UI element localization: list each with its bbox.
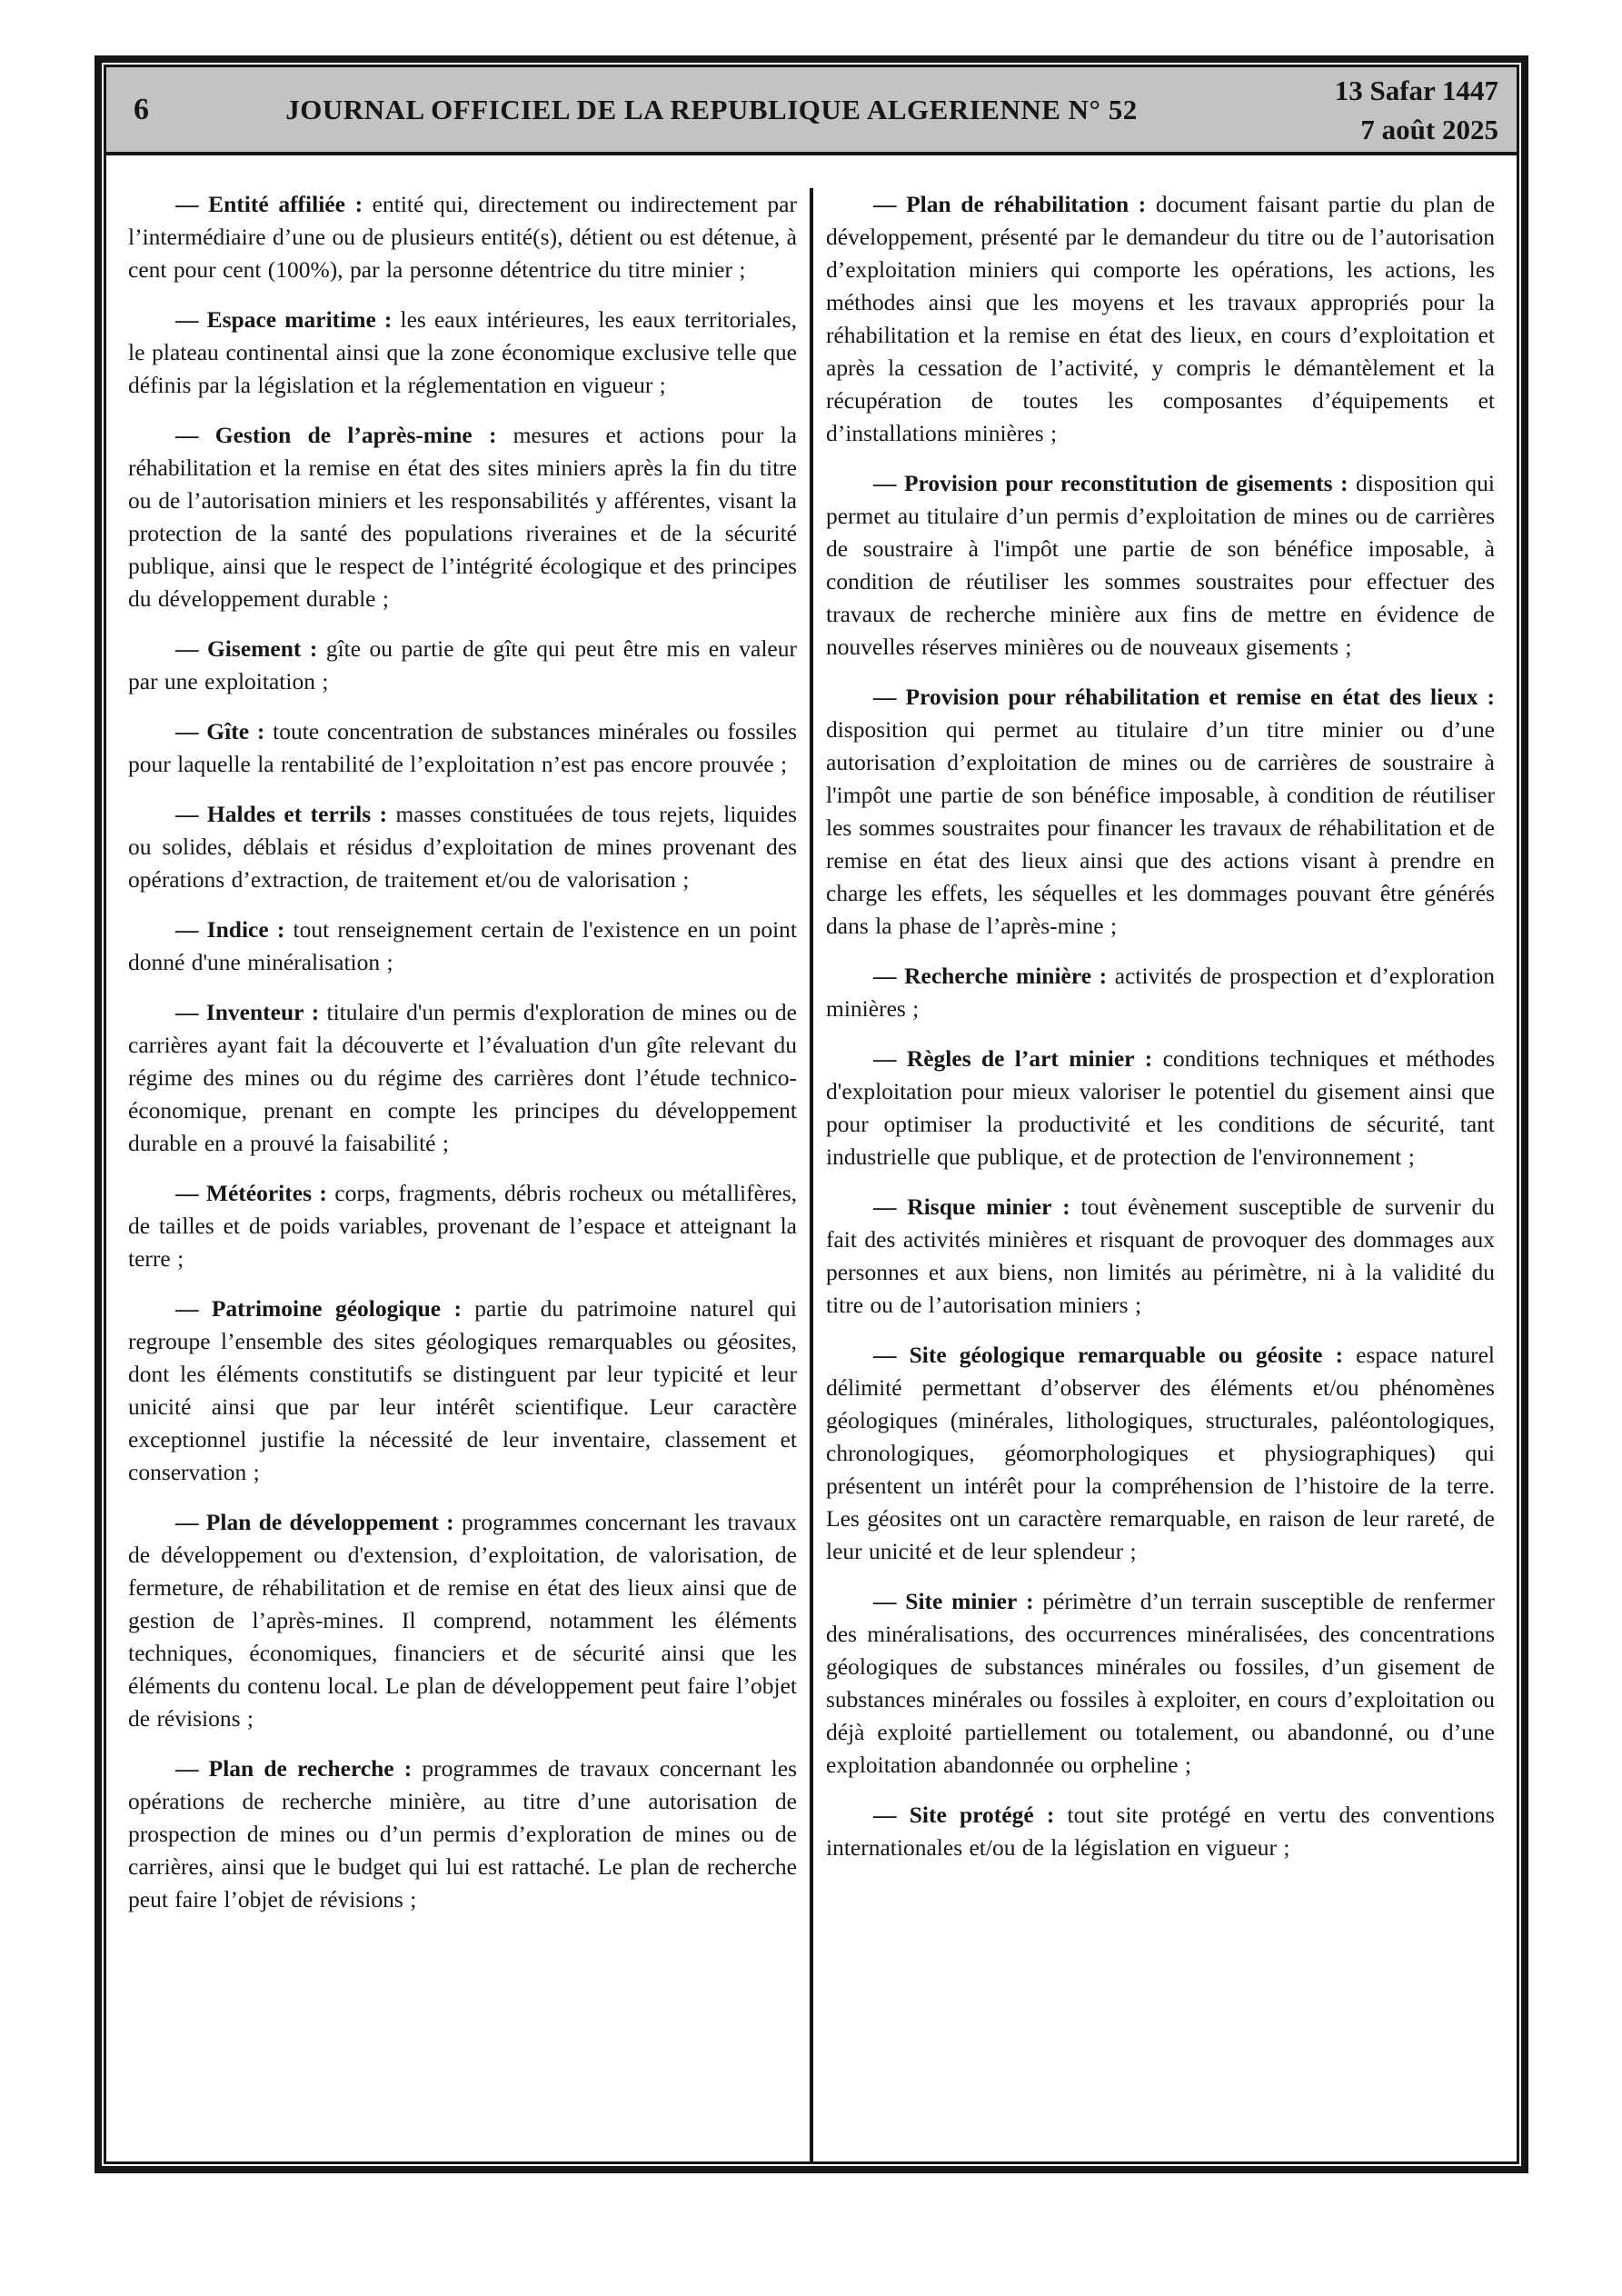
definition-item: — Gisement : gîte ou partie de gîte qui peut être mis en valeur par une exploitation ;	[128, 635, 797, 694]
definition-item: — Haldes et terrils : masses constituées de tous rejets, liquides ou solides, déblais et résidus d’exploitation de mines provenant des opérations d’extraction, de traitement et/ou de valorisation ;	[128, 801, 797, 893]
definition-item: — Indice : tout renseignement certain de l'existence en un point donné d'une minéralisation ;	[128, 916, 798, 975]
page-body	[106, 155, 1517, 2161]
column-left	[115, 188, 810, 2161]
definition-term: — Entité affiliée :	[175, 191, 363, 217]
definition-term: — Indice :	[175, 916, 285, 943]
definition-term: — Site géologique remarquable ou géosite :	[873, 1342, 1344, 1368]
definition-term: — Site protégé :	[873, 1802, 1055, 1828]
issue-dates	[1226, 71, 1504, 149]
definition-item: — Provision pour réhabilitation et remise en état des lieux : disposition qui permet au titulaire d’un titre minier ou d’une autorisation d’exploitation de mines ou de carrières de soustraire à l'impôt une partie de son bénéfice imposable, à condition de réutiliser les sommes soustraites pour financer les travaux de réhabilitation et de remise en état des lieux ainsi que des actions visant à prendre en charge les effets, les séquelles et les dommages pouvant être générés dans la phase de l’après-mine ;	[826, 684, 1495, 939]
definition-item: — Inventeur : titulaire d'un permis d'exploration de mines ou de carrières ayant fait la découverte et l’évaluation d'un gîte relevant du régime des mines ou du régime des carrières dont l’étude technico-économique, prenant en compte les principes du développement durable en a prouvé la faisabilité ;	[128, 999, 797, 1156]
page-number: 6	[134, 92, 149, 126]
page-frame	[95, 55, 1528, 2173]
definition-item: — Règles de l’art minier : conditions techniques et méthodes d'exploitation pour mieux valoriser le potentiel du gisement ainsi que pour optimiser la productivité et les conditions de sécurité, tant industrielle que publique, et de protection de l'environnement ;	[826, 1045, 1495, 1170]
journal-title: JOURNAL OFFICIEL DE LA REPUBLIQUE ALGERIENNE N° 52	[285, 93, 1138, 125]
definition-item: — Recherche minière : activités de prospection et d’exploration minières ;	[826, 963, 1495, 1022]
definition-item: — Site protégé : tout site protégé en vertu des conventions internationales et/ou de la législation en vigueur ;	[826, 1802, 1495, 1861]
definition-term: — Risque minier :	[873, 1193, 1070, 1220]
definition-term: — Haldes et terrils :	[175, 801, 388, 827]
date-gregorian: 7 août 2025	[1360, 113, 1498, 145]
definition-term: — Plan de recherche :	[175, 1755, 413, 1782]
masthead	[106, 67, 1517, 155]
definition-item: — Patrimoine géologique : partie du patrimoine naturel qui regroupe l’ensemble des sites géologiques remarquables ou géosites, dont les éléments constitutifs se distinguent par leur typicité et leur unicité ainsi que par leur intérêt scientifique. Leur caractère exceptionnel justifie la nécessité de leur inventaire, classement et conservation ;	[128, 1295, 797, 1485]
page-frame-inner	[104, 65, 1519, 2164]
definition-item: — Plan de développement : programmes concernant les travaux de développement ou d'extension, d’exploitation, de valorisation, de fermeture, de réhabilitation et de remise en état des lieux ainsi que de gestion de l’après-mines. Il comprend, notamment les éléments techniques, économiques, financiers et de sécurité ainsi que les éléments du contenu local. Le plan de développement peut faire l’objet de révisions ;	[128, 1509, 797, 1732]
definition-term: — Site minier :	[873, 1588, 1034, 1614]
definition-item: — Météorites : corps, fragments, débris rocheux ou métallifères, de tailles et de poids variables, provenant de l’espace et atteignant la terre ;	[128, 1180, 797, 1272]
definition-term: — Gîte :	[175, 718, 265, 744]
definition-term: — Provision pour réhabilitation et remise en état des lieux :	[873, 684, 1495, 710]
definition-term: — Règles de l’art minier :	[873, 1045, 1153, 1072]
definition-term: — Météorites :	[175, 1180, 327, 1206]
date-hijri: 13 Safar 1447	[1334, 74, 1498, 106]
definition-term: — Espace maritime :	[175, 306, 393, 333]
definition-item: — Site géologique remarquable ou géosite : espace naturel délimité permettant d’observer des éléments et/ou phénomènes géologiques (minérales, lithologiques, structurales, paléontologiques, chronologiques, géomorphologiques et physiographiques) qui présentent un intérêt pour la compréhension de l’histoire de la terre. Les géosites ont un caractère remarquable, en raison de leur rareté, de leur unicité et de leur splendeur ;	[826, 1342, 1496, 1564]
definition-term: — Recherche minière :	[873, 963, 1108, 989]
definition-term: — Plan de développement :	[175, 1509, 454, 1535]
definition-item: — Espace maritime : les eaux intérieures, les eaux territoriales, le plateau continental ainsi que la zone économique exclusive telle que définis par la législation et la réglementation en vigueur ;	[128, 306, 797, 398]
definition-item: — Provision pour reconstitution de gisements : disposition qui permet au titulaire d’un permis d’exploitation de mines ou de carrières de soustraire à l'impôt une partie de son bénéfice imposable, à condition de réutiliser les sommes soustraites pour effectuer des travaux de recherche minière aux fins de mettre en évidence de nouvelles réserves minières ou de nouveaux gisements ;	[826, 470, 1495, 660]
definition-item: — Plan de recherche : programmes de travaux concernant les opérations de recherche minière, au titre d’une autorisation de prospection de mines ou d’un permis d’exploration de mines ou de carrières, ainsi que le budget qui lui est rattaché. Le plan de recherche peut faire l’objet de révisions ;	[128, 1755, 797, 1912]
definition-item: — Gestion de l’après-mine : mesures et actions pour la réhabilitation et la remise en état des sites miniers après la fin du titre ou de l’autorisation miniers et les responsabilités y afférentes, visant la protection de la santé des populations riveraines et de la sécurité publique, ainsi que le respect de l’intégrité écologique et des principes du développement durable ;	[128, 422, 797, 612]
definition-term: — Patrimoine géologique :	[175, 1295, 462, 1322]
definition-term: — Inventeur :	[175, 999, 320, 1025]
definition-term: — Gisement :	[175, 635, 318, 662]
definition-term: — Plan de réhabilitation :	[873, 191, 1147, 217]
definition-item: — Plan de réhabilitation : document faisant partie du plan de développement, présenté par le demandeur du titre ou de l’autorisation d’exploitation miniers qui comporte les opérations, les actions, les méthodes ainsi que les moyens et les travaux appropriés pour la réhabilitation et la remise en état des lieux, en cours d’exploitation et après la cessation de l’activité, y compris le démantèlement et la récupération de toutes les composantes d’équipements et d’installations minières ;	[826, 191, 1496, 446]
definition-item: — Gîte : toute concentration de substances minérales ou fossiles pour laquelle la rentabilité de l’exploitation n’est pas encore prouvée ;	[128, 718, 797, 777]
definition-term: — Provision pour reconstitution de gisements :	[873, 470, 1348, 496]
definition-term: — Gestion de l’après-mine :	[175, 422, 497, 448]
column-right	[813, 188, 1508, 2161]
definition-item: — Entité affiliée : entité qui, directement ou indirectement par l’intermédiaire d’une ou de plusieurs entité(s), détient ou est détenue, à cent pour cent (100%), par la personne détentrice du titre minier ;	[128, 191, 797, 283]
definition-item: — Risque minier : tout évènement susceptible de survenir du fait des activités minières et risquant de provoquer des dommages aux personnes et aux biens, non limités au périmètre, ni à la validité du titre ou de l’autorisation miniers ;	[826, 1193, 1495, 1318]
definition-item: — Site minier : périmètre d’un terrain susceptible de renfermer des minéralisations, des occurrences minéralisées, des concentrations géologiques de substances minérales ou fossiles, d’un gisement de substances minérales ou fossiles à exploiter, en cours d’exploitation ou déjà exploité partiellement ou totalement, ou abandonné, ou d’une exploitation abandonnée ou orpheline ;	[826, 1588, 1495, 1778]
